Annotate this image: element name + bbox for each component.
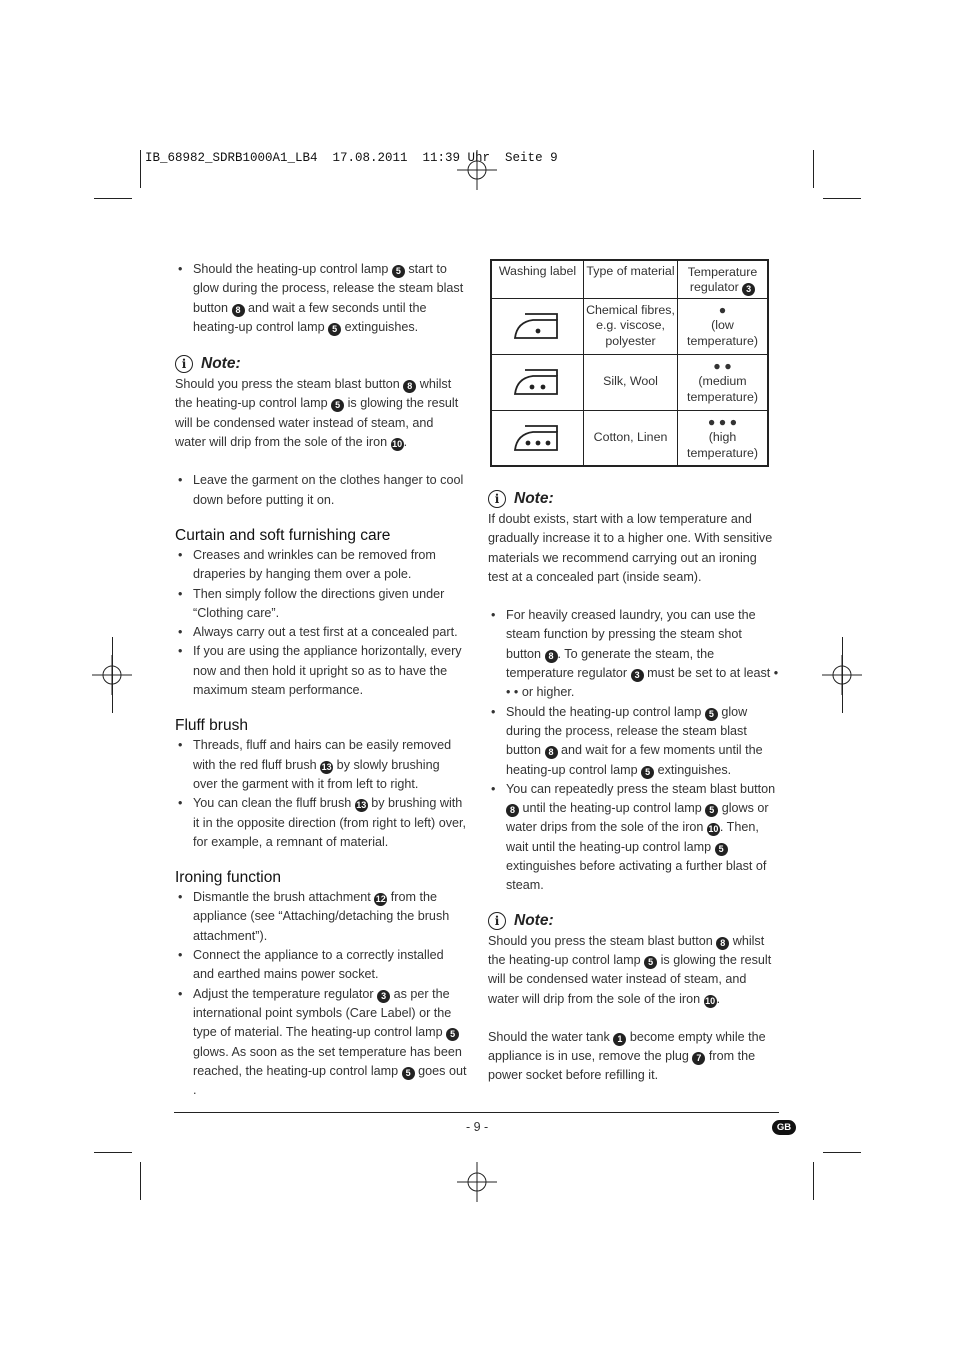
- reference-number-badge: 10: [392, 439, 403, 450]
- table-row: [491, 354, 768, 410]
- crop-mark: [94, 198, 132, 199]
- list-item: • Should the heating-up control lamp 5 start to glow during the process, release the steam blast button 8 and wait a few seconds until the heating-up control lamp 5 extinguishes.: [175, 260, 467, 337]
- language-badge: GB: [772, 1120, 796, 1135]
- right-column: [488, 488, 780, 1086]
- wash-label-cell: [491, 354, 584, 410]
- list-item: • Connect the appliance to a correctly installed and earthed mains power socket.: [175, 946, 467, 985]
- bullet-list: [175, 260, 467, 337]
- left-column: [175, 260, 467, 1100]
- note-text: Should you press the steam blast button 8 whilst the heating-up control lamp 5 is glowing the result will be condensed water instead of steam, and water will drip from the sole of the iron 10 .: [488, 933, 772, 1006]
- reference-number-badge: 7: [692, 1052, 705, 1065]
- page-number: - 9 -: [466, 1120, 489, 1134]
- table-row: [491, 298, 768, 354]
- crop-mark: [823, 1152, 861, 1153]
- reference-number-badge: 5: [392, 265, 405, 278]
- iron-symbol-icon: [511, 418, 565, 454]
- reference-number-badge: 5: [446, 1028, 459, 1041]
- note-heading: i Note:: [488, 488, 780, 510]
- reference-number-badge: 8: [716, 937, 729, 950]
- reference-number-badge: 10: [708, 824, 719, 835]
- reference-number-badge: 5: [705, 708, 718, 721]
- reference-number-badge: 8: [403, 380, 416, 393]
- list-item: • Always carry out a test first at a concealed part.: [175, 623, 467, 642]
- section-heading: Ironing function: [175, 869, 281, 887]
- material-cell: Chemical fibres, e.g. viscose, polyester: [584, 298, 678, 354]
- reference-number-badge: 3: [742, 283, 755, 296]
- note-heading: i Note:: [175, 353, 467, 375]
- reference-number-badge: 5: [641, 766, 654, 779]
- table-header-cell: Type of material: [584, 260, 678, 298]
- temperature-cell: ● ● ● (high temperature): [678, 410, 769, 466]
- crop-mark: [140, 150, 141, 188]
- registration-mark-icon: [457, 150, 497, 190]
- crop-mark: [813, 1162, 814, 1200]
- print-slug: IB_68982_SDRB1000A1_LB4 17.08.2011 11:39 Uhr Seite 9: [145, 151, 558, 165]
- reference-number-badge: 5: [402, 1067, 415, 1080]
- material-cell: Silk, Wool: [584, 354, 678, 410]
- crop-mark: [842, 637, 843, 713]
- list-item: • Then simply follow the directions given under “Clothing care”.: [175, 585, 467, 624]
- bullet-list: [175, 736, 467, 852]
- reference-number-badge: 5: [328, 323, 341, 336]
- iron-symbol-icon: [511, 362, 565, 398]
- list-item: • You can repeatedly press the steam blast button 8 until the heating-up control lamp 5 glows or water drips from the sole of the iron 10 . Then, wait until the heating-up control lamp 5 extinguishes before activating a further blast of steam.: [488, 780, 780, 896]
- reference-number-badge: 8: [545, 746, 558, 759]
- crop-mark: [94, 1152, 132, 1153]
- iron-symbol-icon: [511, 306, 565, 342]
- section-heading: Fluff brush: [175, 717, 248, 735]
- reference-number-badge: 3: [377, 990, 390, 1003]
- list-item: • Threads, fluff and hairs can be easily removed with the red fluff brush 13 by slowly brushing over the garment with it from left to right.: [175, 736, 467, 794]
- list-item: • For heavily creased laundry, you can use the steam function by pressing the steam shot button 8 . To generate the steam, the temperature regulator 3 must be set to at least • • • or higher.: [488, 606, 780, 702]
- note-heading: i Note:: [488, 910, 780, 932]
- paragraph: Should the water tank 1 become empty while the appliance is in use, remove the plug 7 from the power socket before refilling it.: [488, 1029, 766, 1083]
- bullet-list: [175, 546, 467, 700]
- bullet-list: [175, 471, 467, 510]
- bullet-list: [488, 606, 780, 895]
- material-cell: Cotton, Linen: [584, 410, 678, 466]
- list-item: • If you are using the appliance horizontally, every now and then hold it upright so as to have the maximum steam performance.: [175, 642, 467, 700]
- reference-number-badge: 13: [356, 800, 367, 811]
- reference-number-badge: 10: [705, 995, 716, 1006]
- list-item: • Dismantle the brush attachment 12 from the appliance (see “Attaching/detaching the brush attachment”).: [175, 888, 467, 946]
- temperature-cell: ● ● (medium temperature): [678, 354, 769, 410]
- reference-number-badge: 8: [506, 804, 519, 817]
- wash-label-cell: [491, 298, 584, 354]
- reference-number-badge: 5: [644, 956, 657, 969]
- list-item: • Adjust the temperature regulator 3 as per the international point symbols (Care Label) or the type of material. The heating-up control lamp 5 glows. As soon as the set temperature has been reached, the heating-up control lamp 5 goes out .: [175, 985, 467, 1101]
- info-icon: i: [175, 355, 193, 373]
- table-header-row: [491, 260, 768, 298]
- list-item: • Creases and wrinkles can be removed from draperies by hanging them over a pole.: [175, 546, 467, 585]
- list-item: • Leave the garment on the clothes hanger to cool down before putting it on.: [175, 471, 467, 510]
- crop-mark: [140, 1162, 141, 1200]
- reference-number-badge: 5: [705, 804, 718, 817]
- reference-number-badge: 8: [232, 304, 245, 317]
- registration-mark-icon: [457, 1162, 497, 1202]
- info-icon: i: [488, 490, 506, 508]
- crop-mark: [813, 150, 814, 188]
- temperature-cell: ● (low temperature): [678, 298, 769, 354]
- reference-number-badge: 8: [545, 650, 558, 663]
- list-item: • You can clean the fluff brush 13 by brushing with it in the opposite direction (from right to left) over, for example, a remnant of material.: [175, 794, 467, 852]
- wash-label-cell: [491, 410, 584, 466]
- crop-mark: [112, 637, 113, 713]
- care-label-table: [490, 259, 769, 467]
- info-icon: i: [488, 912, 506, 930]
- reference-number-badge: 3: [631, 669, 644, 682]
- table-row: [491, 410, 768, 466]
- reference-number-badge: 13: [321, 761, 332, 772]
- reference-number-badge: 1: [613, 1033, 626, 1046]
- table-header-cell: Temperature regulator 3: [678, 260, 769, 298]
- crop-mark: [823, 198, 861, 199]
- table-header-cell: Washing label: [491, 260, 584, 298]
- list-item: • Should the heating-up control lamp 5 glow during the process, release the steam blast button 8 and wait for a few moments until the heating-up control lamp 5 extinguishes.: [488, 703, 780, 780]
- reference-number-badge: 5: [715, 843, 728, 856]
- reference-number-badge: 12: [375, 894, 386, 905]
- note-text: Should you press the steam blast button 8 whilst the heating-up control lamp 5 is glowing the result will be condensed water instead of steam, and water will drip from the sole of the iron 10 .: [175, 377, 459, 450]
- footer-rule: [174, 1112, 779, 1113]
- bullet-list: [175, 888, 467, 1100]
- reference-number-badge: 5: [331, 399, 344, 412]
- section-heading: Curtain and soft furnishing care: [175, 526, 391, 544]
- note-text: If doubt exists, start with a low temperature and gradually increase it to a higher one. With sensitive materials we recommend carrying out an ironing test at a concealed part (inside seam).: [488, 512, 773, 584]
